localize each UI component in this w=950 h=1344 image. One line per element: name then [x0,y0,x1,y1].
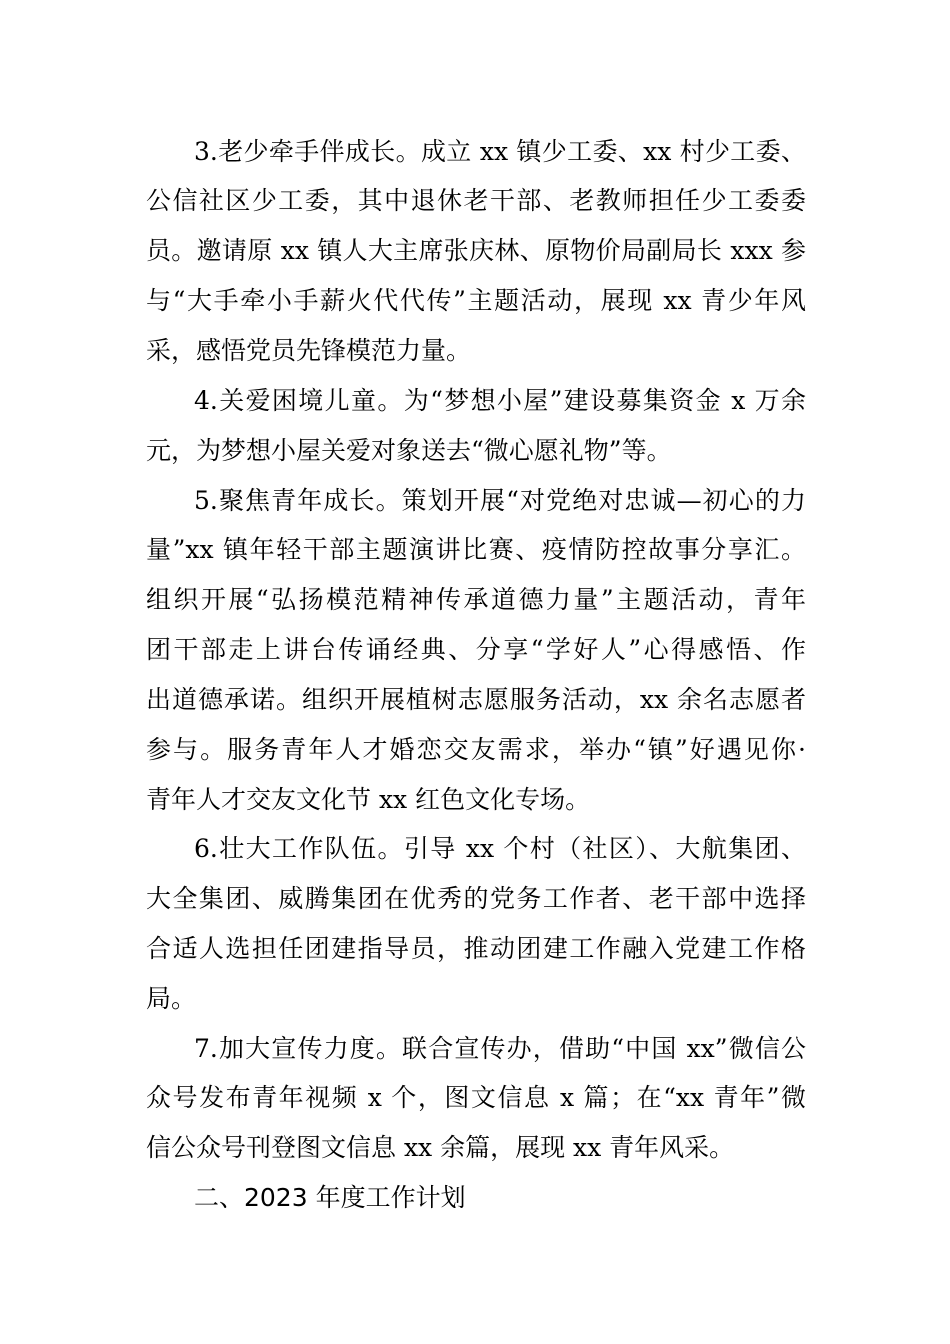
section-heading: 二、2023 年度工作计划 [194,1183,466,1212]
paragraph-7-line-1: 7.加大宣传力度。联合宣传办，借助“中国 xx”微信公 [194,1034,806,1063]
paragraph-4-line-2: 元，为梦想小屋关爱对象送去“微心愿礼物”等。 [146,436,672,465]
paragraph-3-line-5: 采，感悟党员先锋模范力量。 [146,336,472,365]
paragraph-3-line-2: 公信社区少工委，其中退休老干部、老教师担任少工委委 [146,186,806,215]
paragraph-7-line-3: 信公众号刊登图文信息 xx 余篇，展现 xx 青年风采。 [146,1133,735,1162]
paragraph-6-line-4: 局。 [146,984,197,1013]
paragraph-5-line-4: 团干部走上讲台传诵经典、分享“学好人”心得感悟、作 [146,635,806,664]
paragraph-5-line-6: 参与。服务青年人才婚恋交友需求，举办“镇”好遇见你· [146,735,806,764]
paragraph-7-line-2: 众号发布青年视频 x 个，图文信息 x 篇；在“xx 青年”微 [146,1083,806,1112]
paragraph-6-line-3: 合适人选担任团建指导员，推动团建工作融入党建工作格 [146,934,806,963]
paragraph-4-line-1: 4.关爱困境儿童。为“梦想小屋”建设募集资金 x 万余 [194,386,806,415]
paragraph-3-line-3: 员。邀请原 xx 镇人大主席张庆林、原物价局副局长 xxx 参 [146,236,806,265]
paragraph-3-line-1: 3.老少牵手伴成长。成立 xx 镇少工委、xx 村少工委、 [194,137,806,166]
paragraph-5-line-7: 青年人才交友文化节 xx 红色文化专场。 [146,785,591,814]
paragraph-6-line-1: 6.壮大工作队伍。引导 xx 个村（社区）、大航集团、 [194,834,806,863]
paragraph-5-line-1: 5.聚焦青年成长。策划开展“对党绝对忠诚—初心的力 [194,486,806,515]
paragraph-5-line-3: 组织开展“弘扬模范精神传承道德力量”主题活动，青年 [146,585,806,614]
paragraph-3-line-4: 与“大手牵小手薪火代代传”主题活动，展现 xx 青少年风 [146,286,806,315]
paragraph-6-line-2: 大全集团、威腾集团在优秀的党务工作者、老干部中选择 [146,884,806,913]
paragraph-5-line-5: 出道德承诺。组织开展植树志愿服务活动，xx 余名志愿者 [146,685,806,714]
paragraph-5-line-2: 量”xx 镇年轻干部主题演讲比赛、疫情防控故事分享汇。 [146,535,806,564]
